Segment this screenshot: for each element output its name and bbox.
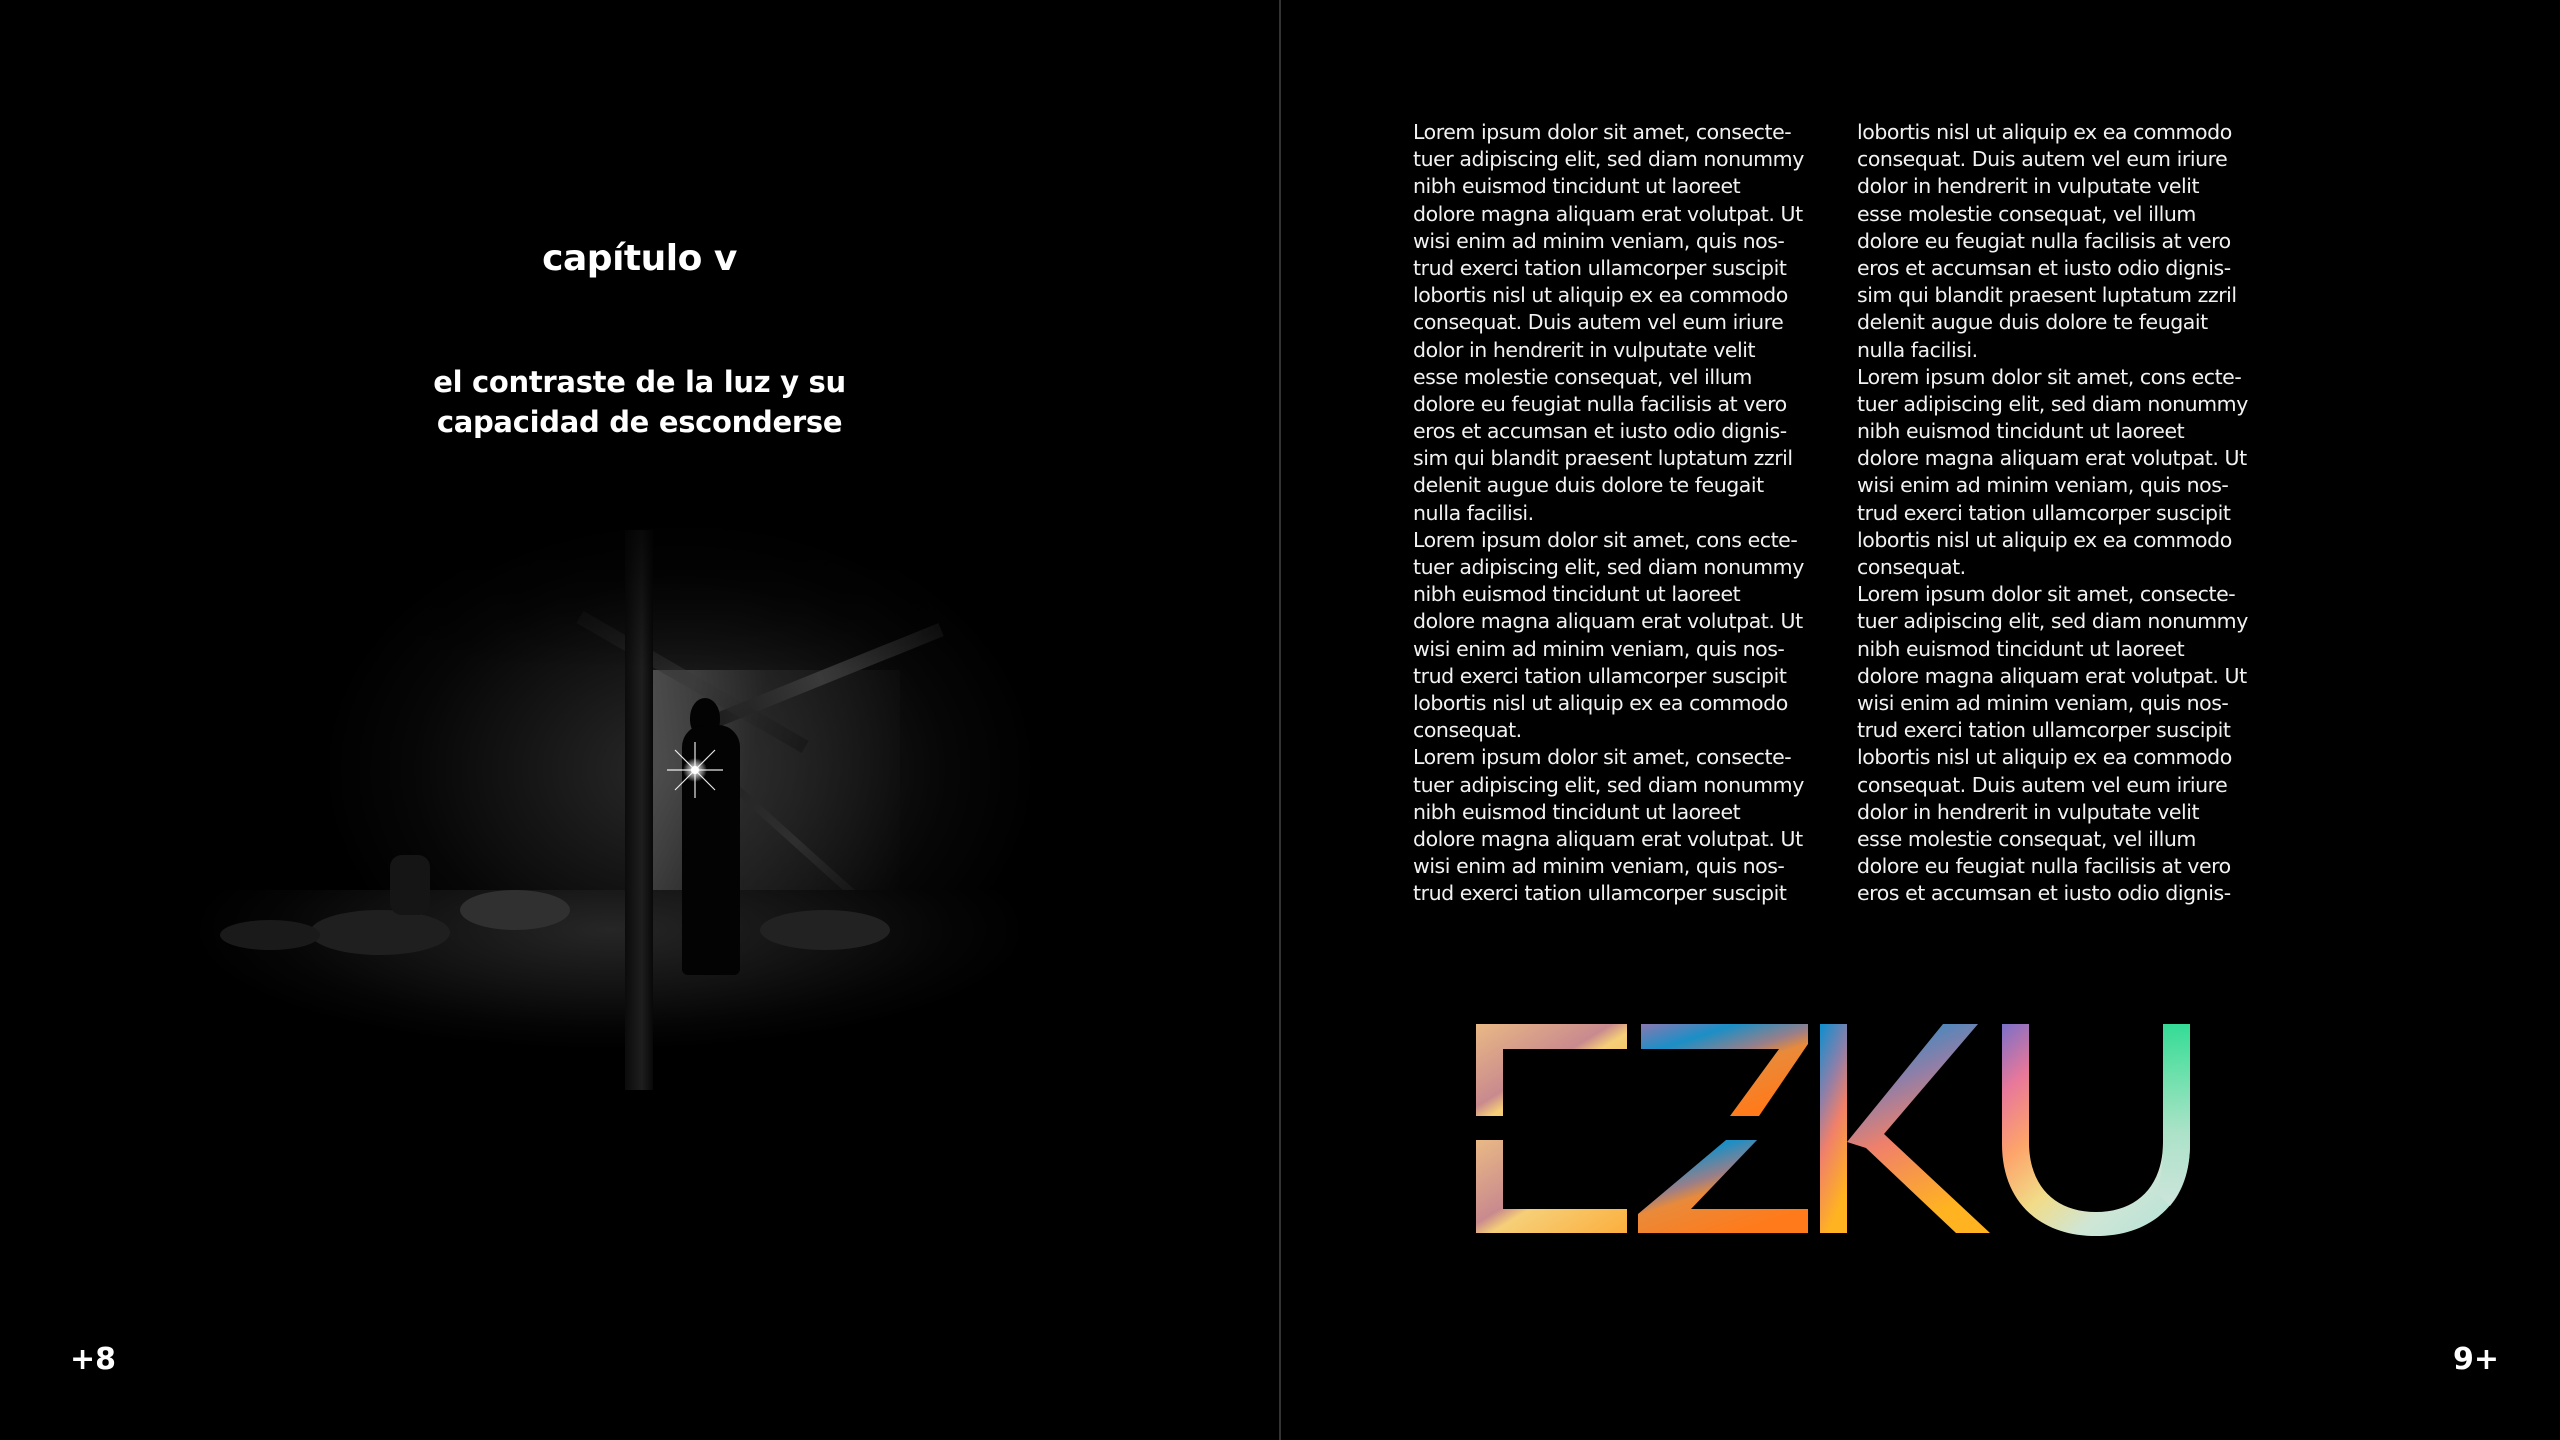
text-line: nibh euismod tincidunt ut laoreet xyxy=(1413,174,1741,199)
chapter-subtitle-line: el contraste de la luz y su xyxy=(433,365,846,399)
text-line: trud exerci tation ullamcorper suscipit xyxy=(1413,663,1787,688)
text-line: esse molestie consequat, vel illum xyxy=(1857,826,2196,851)
text-line: delenit augue duis dolore te feugait xyxy=(1413,473,1764,498)
text-line: Lorem ipsum dolor sit amet, consecte- xyxy=(1413,745,1792,770)
text-line: consequat. Duis autem vel eum iriure xyxy=(1857,772,2228,797)
text-line: tuer adipiscing elit, sed diam nonummy xyxy=(1857,391,2248,416)
text-line: consequat. xyxy=(1857,555,1966,579)
text-line: dolore eu feugiat nulla facilisis at vero xyxy=(1857,854,2231,879)
text-line: trud exerci tation ullamcorper suscipit xyxy=(1857,718,2231,743)
text-column-2 xyxy=(1857,119,2297,907)
text-line: consequat. xyxy=(1413,718,1522,743)
text-line: Lorem ipsum dolor sit amet, consecte- xyxy=(1857,582,2236,607)
chapter-subtitle xyxy=(0,362,1279,442)
text-line: dolor in hendrerit in vulputate velit xyxy=(1857,174,2200,199)
text-line: trud exerci tation ullamcorper suscipit xyxy=(1413,881,1787,906)
text-line: wisi enim ad minim veniam, quis nos- xyxy=(1857,690,2229,715)
text-line: eros et accumsan et iusto odio dignis- xyxy=(1857,881,2231,906)
text-line: consequat. Duis autem vel eum iriure xyxy=(1857,147,2228,172)
photo-fade xyxy=(60,470,220,1120)
text-line: lobortis nisl ut aliquip ex ea commodo xyxy=(1857,745,2232,770)
text-line: lobortis nisl ut aliquip ex ea commodo xyxy=(1413,283,1788,308)
flashlight-glare-icon xyxy=(665,740,725,800)
text-line: delenit augue duis dolore te feugait xyxy=(1857,310,2208,335)
text-line: dolore magna aliquam erat volutpat. Ut xyxy=(1413,201,1803,226)
logo-letter-u xyxy=(2002,1024,2190,1236)
text-line: esse molestie consequat, vel illum xyxy=(1857,201,2196,226)
rubble xyxy=(220,920,320,950)
text-line: dolore magna aliquam erat volutpat. Ut xyxy=(1857,446,2247,471)
text-line: tuer adipiscing elit, sed diam nonummy xyxy=(1413,147,1804,172)
text-line: trud exerci tation ullamcorper suscipit xyxy=(1857,500,2231,525)
text-line: sim qui blandit praesent luptatum zzril xyxy=(1857,283,2237,308)
text-line: wisi enim ad minim veniam, quis nos- xyxy=(1413,854,1785,879)
text-line: consequat. Duis autem vel eum iriure xyxy=(1413,310,1784,335)
text-line: esse molestie consequat, vel illum xyxy=(1413,364,1752,389)
logo-letter-e xyxy=(1476,1024,1627,1116)
ezku-logo xyxy=(1476,1022,2216,1238)
text-line: nibh euismod tincidunt ut laoreet xyxy=(1857,419,2185,444)
text-line: sim qui blandit praesent luptatum zzril xyxy=(1413,446,1793,471)
text-line: Lorem ipsum dolor sit amet, cons ecte- xyxy=(1857,364,2242,389)
chapter-subtitle-line: capacidad de esconderse xyxy=(436,405,843,439)
text-line: tuer adipiscing elit, sed diam nonummy xyxy=(1413,772,1804,797)
left-page xyxy=(0,0,1279,1440)
text-line: dolore magna aliquam erat volutpat. Ut xyxy=(1857,663,2247,688)
text-line: dolor in hendrerit in vulputate velit xyxy=(1857,799,2200,824)
text-line: dolore eu feugiat nulla facilisis at vero xyxy=(1857,228,2231,253)
text-line: eros et accumsan et iusto odio dignis- xyxy=(1413,419,1787,444)
text-line: dolore magna aliquam erat volutpat. Ut xyxy=(1413,609,1803,634)
text-line: nibh euismod tincidunt ut laoreet xyxy=(1857,636,2185,661)
chapter-title: capítulo v xyxy=(542,238,737,279)
text-line: Lorem ipsum dolor sit amet, cons ecte- xyxy=(1413,527,1798,552)
text-line: dolor in hendrerit in vulputate velit xyxy=(1413,337,1756,362)
text-line: dolore eu feugiat nulla facilisis at vero xyxy=(1413,391,1787,416)
rubble xyxy=(390,855,430,915)
text-line: eros et accumsan et iusto odio dignis- xyxy=(1857,255,2231,280)
text-line: nulla facilisi. xyxy=(1857,337,1978,362)
text-line: tuer adipiscing elit, sed diam nonummy xyxy=(1857,609,2248,634)
logo-letter-z xyxy=(1641,1024,1808,1116)
photo-fade xyxy=(980,470,1240,1120)
page-number-right: 9+ xyxy=(2453,1342,2500,1377)
text-line: nibh euismod tincidunt ut laoreet xyxy=(1413,799,1741,824)
text-column-1 xyxy=(1413,119,1853,907)
text-line: tuer adipiscing elit, sed diam nonummy xyxy=(1413,555,1804,579)
rubble xyxy=(760,910,890,950)
text-line: wisi enim ad minim veniam, quis nos- xyxy=(1413,228,1785,253)
text-line: trud exerci tation ullamcorper suscipit xyxy=(1413,255,1787,280)
rubble xyxy=(310,910,450,955)
text-line: Lorem ipsum dolor sit amet, consecte- xyxy=(1413,120,1792,144)
text-line: nibh euismod tincidunt ut laoreet xyxy=(1413,582,1741,607)
logo-letter-k xyxy=(1820,1024,1847,1233)
rubble xyxy=(460,890,570,930)
text-line: wisi enim ad minim veniam, quis nos- xyxy=(1857,473,2229,498)
text-line: lobortis nisl ut aliquip ex ea commodo xyxy=(1857,120,2232,144)
text-line: wisi enim ad minim veniam, quis nos- xyxy=(1413,636,1785,661)
text-line: lobortis nisl ut aliquip ex ea commodo xyxy=(1413,690,1788,715)
page-gutter-divider xyxy=(1279,0,1281,1440)
text-line: lobortis nisl ut aliquip ex ea commodo xyxy=(1857,527,2232,552)
text-line: nulla facilisi. xyxy=(1413,500,1534,525)
text-line: dolore magna aliquam erat volutpat. Ut xyxy=(1413,826,1803,851)
page-number-left: +8 xyxy=(70,1342,117,1377)
chapter-photo xyxy=(60,470,1240,1120)
